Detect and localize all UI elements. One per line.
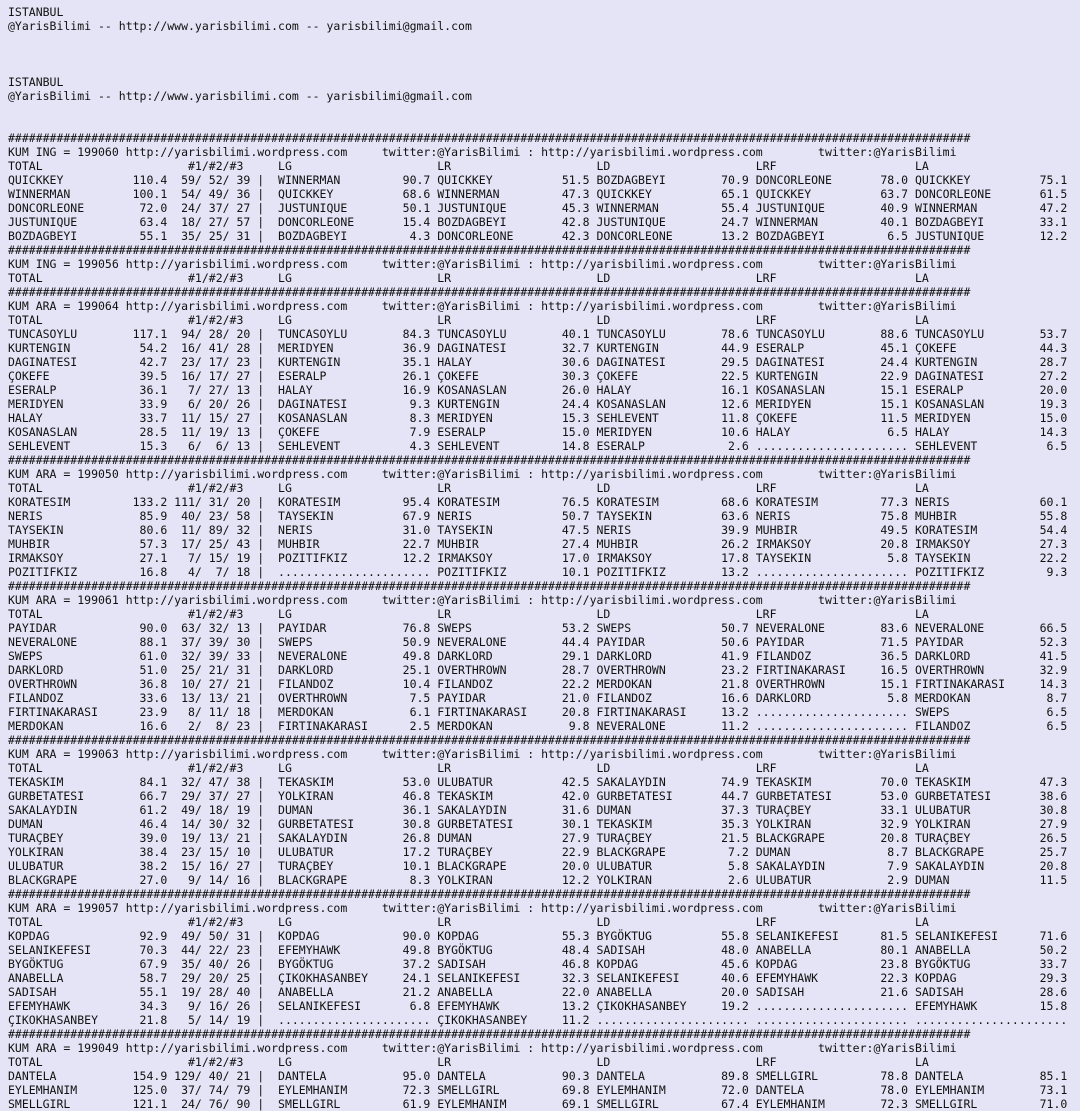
result-row: IRMAKSOY 27.1 7/ 15/ 19 | POZITIFKIZ 12.2 IRMAKSOY 17.0 IRMAKSOY 17.8 TAYSEKIN 5.8 TAYSEKIN 22.2: [8, 551, 1068, 565]
blank-line: [8, 61, 1080, 75]
blank-line: [8, 117, 1080, 131]
result-row: KOPDAG 92.9 49/ 50/ 31 | KOPDAG 90.0 KOPDAG 55.3 BYGÖKTUG 55.8 SELANIKEFESI 81.5 SELANIKEFESI 71.6: [8, 929, 1068, 943]
blank-line: [8, 33, 1080, 47]
section-separator: ###########################################################################################################################################: [8, 733, 971, 747]
result-row: MUHBIR 57.3 17/ 25/ 43 | MUHBIR 22.7 MUHBIR 27.4 MUHBIR 26.2 IRMAKSOY 20.8 IRMAKSOY 27.3: [8, 537, 1068, 551]
result-row: GURBETATESI 66.7 29/ 37/ 27 | YOLKIRAN 46.8 TEKASKIM 42.0 GURBETATESI 44.7 GURBETATESI 53.0 GURBETATESI 38.6: [8, 789, 1068, 803]
result-row: KURTENGIN 54.2 16/ 41/ 28 | MERIDYEN 36.9 DAGINATESI 32.7 KURTENGIN 44.9 ESERALP 45.1 ÇOKEFE 44.3: [8, 341, 1068, 355]
column-headers: TOTAL #1/#2/#3 LG LR LD LRF LA: [8, 481, 929, 495]
section-separator: ###########################################################################################################################################: [8, 453, 971, 467]
column-headers: TOTAL #1/#2/#3 LG LR LD LRF LA: [8, 607, 929, 621]
result-row: BYGÖKTUG 67.9 35/ 40/ 26 | BYGÖKTUG 37.2 SADISAH 46.8 KOPDAG 45.6 KOPDAG 23.8 BYGÖKTUG 33.7: [8, 957, 1068, 971]
result-row: HALAY 33.7 11/ 15/ 27 | KOSANASLAN 8.3 MERIDYEN 15.3 SEHLEVENT 11.8 ÇOKEFE 11.5 MERIDYEN 15.0: [8, 411, 1068, 425]
result-row: POZITIFKIZ 16.8 4/ 7/ 18 | ...................... POZITIFKIZ 10.1 POZITIFKIZ 13.2 ...................... POZITIFKIZ 9.3: [8, 565, 1068, 579]
section-separator: ###########################################################################################################################################: [8, 243, 971, 257]
section-separator: ###########################################################################################################################################: [8, 1027, 971, 1041]
result-row: WINNERMAN 100.1 54/ 49/ 36 | QUICKKEY 68.6 WINNERMAN 47.3 QUICKKEY 65.1 QUICKKEY 63.7 DONCORLEONE 61.5: [8, 187, 1068, 201]
race-header: KUM ARA = 199050 http://yarisbilimi.wordpress.com twitter:@YarisBilimi : http://yarisbilimi.wordpress.com twitter:@YarisBilimi: [8, 467, 957, 481]
column-headers: TOTAL #1/#2/#3 LG LR LD LRF LA: [8, 159, 929, 173]
result-row: ÇOKEFE 39.5 16/ 17/ 27 | ESERALP 26.1 ÇOKEFE 30.3 ÇOKEFE 22.5 KURTENGIN 22.9 DAGINATESI 27.2: [8, 369, 1068, 383]
result-row: ULUBATUR 38.2 15/ 16/ 27 | TURAÇBEY 10.1 BLACKGRAPE 20.0 ULUBATUR 5.8 SAKALAYDIN 7.9 SAKALAYDIN 20.8: [8, 859, 1068, 873]
result-row: DAGINATESI 42.7 23/ 17/ 23 | KURTENGIN 35.1 HALAY 30.6 DAGINATESI 29.5 DAGINATESI 24.4 KURTENGIN 28.7: [8, 355, 1068, 369]
result-row: SWEPS 61.0 32/ 39/ 33 | NEVERALONE 49.8 DARKLORD 29.1 DARKLORD 41.9 FILANDOZ 36.5 DARKLORD 41.5: [8, 649, 1068, 663]
result-row: TAYSEKIN 80.6 11/ 89/ 32 | NERIS 31.0 TAYSEKIN 47.5 NERIS 39.9 MUHBIR 49.5 KORATESIM 54.4: [8, 523, 1068, 537]
result-row: SADISAH 55.1 19/ 28/ 40 | ANABELLA 21.2 ANABELLA 22.0 ANABELLA 20.0 SADISAH 21.6 SADISAH 28.6: [8, 985, 1068, 999]
section-separator: ###########################################################################################################################################: [8, 579, 971, 593]
result-row: FILANDOZ 33.6 13/ 13/ 21 | OVERTHROWN 7.5 PAYIDAR 21.0 FILANDOZ 16.6 DARKLORD 5.8 MERDOKAN 8.7: [8, 691, 1068, 705]
result-row: DANTELA 154.9 129/ 40/ 21 | DANTELA 95.0 DANTELA 90.3 DANTELA 89.8 SMELLGIRL 78.8 DANTELA 85.1: [8, 1069, 1068, 1083]
column-headers: TOTAL #1/#2/#3 LG LR LD LRF LA: [8, 271, 929, 285]
result-row: NEVERALONE 88.1 37/ 39/ 30 | SWEPS 50.9 NEVERALONE 44.4 PAYIDAR 50.6 PAYIDAR 71.5 PAYIDAR 52.3: [8, 635, 1068, 649]
race-header: KUM ARA = 199061 http://yarisbilimi.wordpress.com twitter:@YarisBilimi : http://yarisbilimi.wordpress.com twitter:@YarisBilimi: [8, 593, 957, 607]
result-row: ESERALP 36.1 7/ 27/ 13 | HALAY 16.9 KOSANASLAN 26.0 HALAY 16.1 KOSANASLAN 15.1 ESERALP 20.0: [8, 383, 1068, 397]
race-header: KUM ING = 199060 http://yarisbilimi.wordpress.com twitter:@YarisBilimi : http://yarisbilimi.wordpress.com twitter:@YarisBilimi: [8, 145, 957, 159]
contact-line: @YarisBilimi -- http://www.yarisbilimi.com -- yarisbilimi@gmail.com: [8, 89, 472, 103]
result-row: BLACKGRAPE 27.0 9/ 14/ 16 | BLACKGRAPE 8.3 YOLKIRAN 12.2 YOLKIRAN 2.6 ULUBATUR 2.9 DUMAN 11.5: [8, 873, 1068, 887]
result-row: DONCORLEONE 72.0 24/ 37/ 27 | JUSTUNIQUE 50.1 JUSTUNIQUE 45.3 WINNERMAN 55.4 JUSTUNIQUE 40.9 WINNERMAN 47.2: [8, 201, 1068, 215]
result-row: KOSANASLAN 28.5 11/ 19/ 13 | ÇOKEFE 7.9 ESERALP 15.0 MERIDYEN 10.6 HALAY 6.5 HALAY 14.3: [8, 425, 1068, 439]
column-headers: TOTAL #1/#2/#3 LG LR LD LRF LA: [8, 1055, 929, 1069]
result-row: BOZDAGBEYI 55.1 35/ 25/ 31 | BOZDAGBEYI 4.3 DONCORLEONE 42.3 DONCORLEONE 13.2 BOZDAGBEYI 6.5 JUSTUNIQUE 12.2: [8, 229, 1068, 243]
result-row: SMELLGIRL 121.1 24/ 76/ 90 | SMELLGIRL 61.9 EYLEMHANIM 69.1 SMELLGIRL 67.4 EYLEMHANIM 72.3 SMELLGIRL 71.0: [8, 1097, 1068, 1111]
result-row: FIRTINAKARASI 23.9 8/ 11/ 18 | MERDOKAN 6.1 FIRTINAKARASI 20.8 FIRTINAKARASI 13.2 ...................... SWEPS 6.5: [8, 705, 1068, 719]
result-row: PAYIDAR 90.0 63/ 32/ 13 | PAYIDAR 76.8 SWEPS 53.2 SWEPS 50.7 NEVERALONE 83.6 NEVERALONE 66.5: [8, 621, 1068, 635]
column-headers: TOTAL #1/#2/#3 LG LR LD LRF LA: [8, 313, 929, 327]
race-header: KUM ING = 199056 http://yarisbilimi.wordpress.com twitter:@YarisBilimi : http://yarisbilimi.wordpress.com twitter:@YarisBilimi: [8, 257, 957, 271]
result-row: ANABELLA 58.7 29/ 20/ 25 | ÇIKOKHASANBEY 24.1 SELANIKEFESI 32.3 SELANIKEFESI 40.6 EFEMYHAWK 22.3 KOPDAG 29.3: [8, 971, 1068, 985]
result-row: TEKASKIM 84.1 32/ 47/ 38 | TEKASKIM 53.0 ULUBATUR 42.5 SAKALAYDIN 74.9 TEKASKIM 70.0 TEKASKIM 47.3: [8, 775, 1068, 789]
result-row: QUICKKEY 110.4 59/ 52/ 39 | WINNERMAN 90.7 QUICKKEY 51.5 BOZDAGBEYI 70.9 DONCORLEONE 78.0 QUICKKEY 75.1: [8, 173, 1068, 187]
result-row: OVERTHROWN 36.8 10/ 27/ 21 | FILANDOZ 10.4 FILANDOZ 22.2 MERDOKAN 21.8 OVERTHROWN 15.1 FIRTINAKARASI 14.3: [8, 677, 1068, 691]
city-title: ISTANBUL: [8, 75, 64, 89]
result-row: EYLEMHANIM 125.0 37/ 74/ 79 | EYLEMHANIM 72.3 SMELLGIRL 69.8 EYLEMHANIM 72.0 DANTELA 78.0 EYLEMHANIM 73.1: [8, 1083, 1068, 1097]
section-separator: ###########################################################################################################################################: [8, 131, 971, 145]
blank-line: [8, 47, 1080, 61]
race-header: KUM ARA = 199049 http://yarisbilimi.wordpress.com twitter:@YarisBilimi : http://yarisbilimi.wordpress.com twitter:@YarisBilimi: [8, 1041, 957, 1055]
result-row: MERIDYEN 33.9 6/ 20/ 26 | DAGINATESI 9.3 KURTENGIN 24.4 KOSANASLAN 12.6 MERIDYEN 15.1 KOSANASLAN 19.3: [8, 397, 1068, 411]
result-row: SAKALAYDIN 61.2 49/ 18/ 19 | DUMAN 36.1 SAKALAYDIN 31.6 DUMAN 37.3 TURAÇBEY 33.1 ULUBATUR 30.8: [8, 803, 1068, 817]
result-row: NERIS 85.9 40/ 23/ 58 | TAYSEKIN 67.9 NERIS 50.7 TAYSEKIN 63.6 NERIS 75.8 MUHBIR 55.8: [8, 509, 1068, 523]
result-row: EFEMYHAWK 34.3 9/ 16/ 26 | SELANIKEFESI 6.8 EFEMYHAWK 13.2 ÇIKOKHASANBEY 19.2 ...................... EFEMYHAWK 15.8: [8, 999, 1068, 1013]
result-row: TURAÇBEY 39.0 19/ 13/ 21 | SAKALAYDIN 26.8 DUMAN 27.9 TURAÇBEY 21.5 BLACKGRAPE 20.8 TURAÇBEY 26.5: [8, 831, 1068, 845]
result-row: KORATESIM 133.2 111/ 31/ 20 | KORATESIM 95.4 KORATESIM 76.5 KORATESIM 68.6 KORATESIM 77.3 NERIS 60.1: [8, 495, 1068, 509]
race-header: KUM ARA = 199063 http://yarisbilimi.wordpress.com twitter:@YarisBilimi : http://yarisbilimi.wordpress.com twitter:@YarisBilimi: [8, 747, 957, 761]
section-separator: ###########################################################################################################################################: [8, 285, 971, 299]
result-row: DUMAN 46.4 14/ 30/ 32 | GURBETATESI 30.8 GURBETATESI 30.1 TEKASKIM 35.3 YOLKIRAN 32.9 YOLKIRAN 27.9: [8, 817, 1068, 831]
column-headers: TOTAL #1/#2/#3 LG LR LD LRF LA: [8, 761, 929, 775]
result-row: DARKLORD 51.0 25/ 21/ 31 | DARKLORD 25.1 OVERTHROWN 28.7 OVERTHROWN 23.2 FIRTINAKARASI 16.5 OVERTHROWN 32.9: [8, 663, 1068, 677]
result-row: YOLKIRAN 38.4 23/ 15/ 10 | ULUBATUR 17.2 TURAÇBEY 22.9 BLACKGRAPE 7.2 DUMAN 8.7 BLACKGRAPE 25.7: [8, 845, 1068, 859]
result-row: SEHLEVENT 15.3 6/ 6/ 13 | SEHLEVENT 4.3 SEHLEVENT 14.8 ESERALP 2.6 ...................... SEHLEVENT 6.5: [8, 439, 1068, 453]
column-headers: TOTAL #1/#2/#3 LG LR LD LRF LA: [8, 915, 929, 929]
contact-line: @YarisBilimi -- http://www.yarisbilimi.com -- yarisbilimi@gmail.com: [8, 19, 472, 33]
result-row: SELANIKEFESI 70.3 44/ 22/ 23 | EFEMYHAWK 49.8 BYGÖKTUG 48.4 SADISAH 48.0 ANABELLA 80.1 ANABELLA 50.2: [8, 943, 1068, 957]
section-separator: ###########################################################################################################################################: [8, 887, 971, 901]
race-header: KUM ARA = 199057 http://yarisbilimi.wordpress.com twitter:@YarisBilimi : http://yarisbilimi.wordpress.com twitter:@YarisBilimi: [8, 901, 957, 915]
city-title: ISTANBUL: [8, 5, 64, 19]
result-row: MERDOKAN 16.6 2/ 8/ 23 | FIRTINAKARASI 2.5 MERDOKAN 9.8 NEVERALONE 11.2 ...................... FILANDOZ 6.5: [8, 719, 1068, 733]
race-header: KUM ARA = 199064 http://yarisbilimi.wordpress.com twitter:@YarisBilimi : http://yarisbilimi.wordpress.com twitter:@YarisBilimi: [8, 299, 957, 313]
result-row: TUNCASOYLU 117.1 94/ 28/ 20 | TUNCASOYLU 84.3 TUNCASOYLU 40.1 TUNCASOYLU 78.6 TUNCASOYLU 88.6 TUNCASOYLU 53.7: [8, 327, 1068, 341]
result-row: ÇIKOKHASANBEY 21.8 5/ 14/ 19 | ...................... ÇIKOKHASANBEY 11.2 ...................... ...................... ......................: [8, 1013, 1068, 1027]
result-row: JUSTUNIQUE 63.4 18/ 27/ 57 | DONCORLEONE 15.4 BOZDAGBEYI 42.8 JUSTUNIQUE 24.7 WINNERMAN 40.1 BOZDAGBEYI 33.1: [8, 215, 1068, 229]
blank-line: [8, 103, 1080, 117]
